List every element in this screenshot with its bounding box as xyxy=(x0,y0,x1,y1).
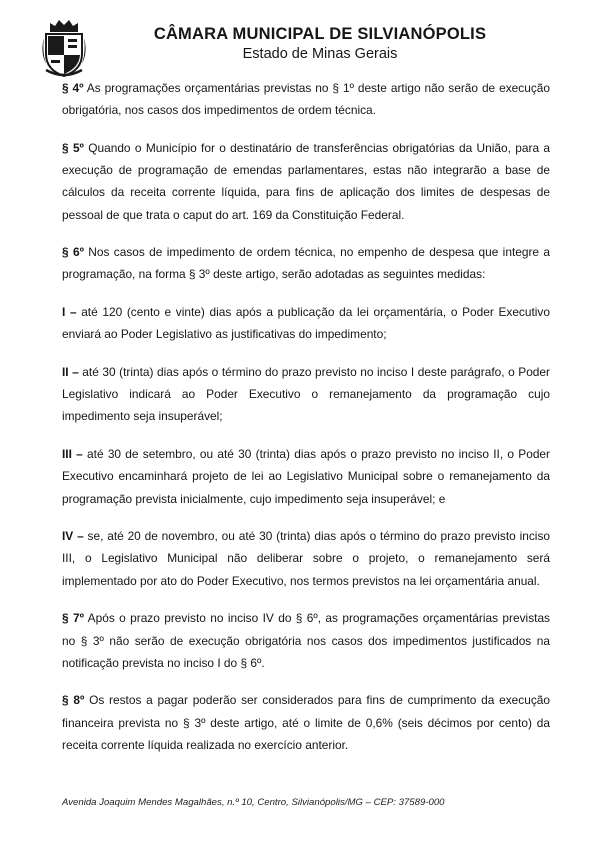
inciso-ii xyxy=(62,361,550,428)
paragraph-text: Quando o Município for o destinatário de transferências obrigatórias da União, para a execução de programação de emendas parlamentares, estas não integrarão a base de cálculos da receita corrente líquida, para fins de aplicação dos limites de despesas de pessoal de que trata o caput do art. 169 da Constituição Federal. xyxy=(62,140,550,222)
footer-address: Avenida Joaquim Mendes Magalhães, n.º 10, Centro, Silvianópolis/MG – CEP: 37589-000 xyxy=(62,797,445,808)
paragraph-label: IV – xyxy=(62,529,84,544)
paragraph-text: Nos casos de impedimento de ordem técnica, no empenho de despesa que integre a programação, na forma § 3º deste artigo, serão adotadas as seguintes medidas: xyxy=(62,245,551,282)
paragraph-7 xyxy=(62,607,550,674)
paragraph-label: I – xyxy=(62,305,77,320)
paragraph-label: III – xyxy=(62,447,83,462)
page-subtitle: Estado de Minas Gerais xyxy=(242,46,398,62)
paragraph-text: Após o prazo previsto no inciso IV do § 6º, as programações orçamentárias previstas no § 3º não serão de execução obrigatória nos casos dos impedimentos justificados na notificação prevista no inciso I do § 6º. xyxy=(62,611,551,670)
paragraph-4 xyxy=(62,77,550,121)
letterhead xyxy=(0,0,595,80)
paragraph-text: até 30 (trinta) dias após o término do prazo previsto no inciso I deste parágrafo, o Poder Legislativo indicará ao Poder Executivo o remanejamento da programação cujo impedimento seja insuperável; xyxy=(62,365,550,424)
inciso-i xyxy=(62,301,550,345)
paragraph-5 xyxy=(62,137,550,226)
document-body xyxy=(62,77,550,772)
paragraph-text: Os restos a pagar poderão ser considerados para fins de cumprimento da execução financeira prevista no § 3º deste artigo, até o limite de 0,6% (seis décimos por cento) da receita corrente líquida realizada no exercício anterior. xyxy=(62,693,551,752)
inciso-iii xyxy=(62,443,550,510)
municipal-coat-of-arms-icon xyxy=(40,18,88,78)
paragraph-text: até 30 de setembro, ou até 30 (trinta) dias após o prazo previsto no inciso II, o Poder Executivo encaminhará projeto de lei ao Legislativo Municipal sobre o remanejamento da programação prevista inicialmente, cujo impedimento seja insuperável; e xyxy=(62,447,550,506)
paragraph-text: até 120 (cento e vinte) dias após a publicação da lei orçamentária, o Poder Executivo enviará ao Poder Legislativo as justificativas do impedimento; xyxy=(62,305,550,342)
paragraph-8 xyxy=(62,689,550,756)
paragraph-label: § 7º xyxy=(62,611,84,626)
paragraph-text: se, até 20 de novembro, ou até 30 (trinta) dias após o término do prazo previsto inciso III, o Legislativo Municipal não deliberar sobre o projeto, o remanejamento será implementado por ato do Poder Executivo, nos termos previstos na lei orçamentária anual. xyxy=(62,529,550,588)
page-title: CÂMARA MUNICIPAL DE SILVIANÓPOLIS xyxy=(153,25,487,43)
paragraph-6 xyxy=(62,241,550,285)
paragraph-text: As programações orçamentárias previstas no § 1º deste artigo não serão de execução obrigatória, nos casos dos impedimentos de ordem técnica. xyxy=(62,81,550,118)
paragraph-label: § 5º xyxy=(62,140,84,155)
paragraph-label: § 6º xyxy=(62,245,84,260)
inciso-iv xyxy=(62,525,550,592)
paragraph-label: II – xyxy=(62,365,79,380)
paragraph-label: § 8º xyxy=(62,693,85,708)
paragraph-label: § 4º xyxy=(62,81,84,95)
